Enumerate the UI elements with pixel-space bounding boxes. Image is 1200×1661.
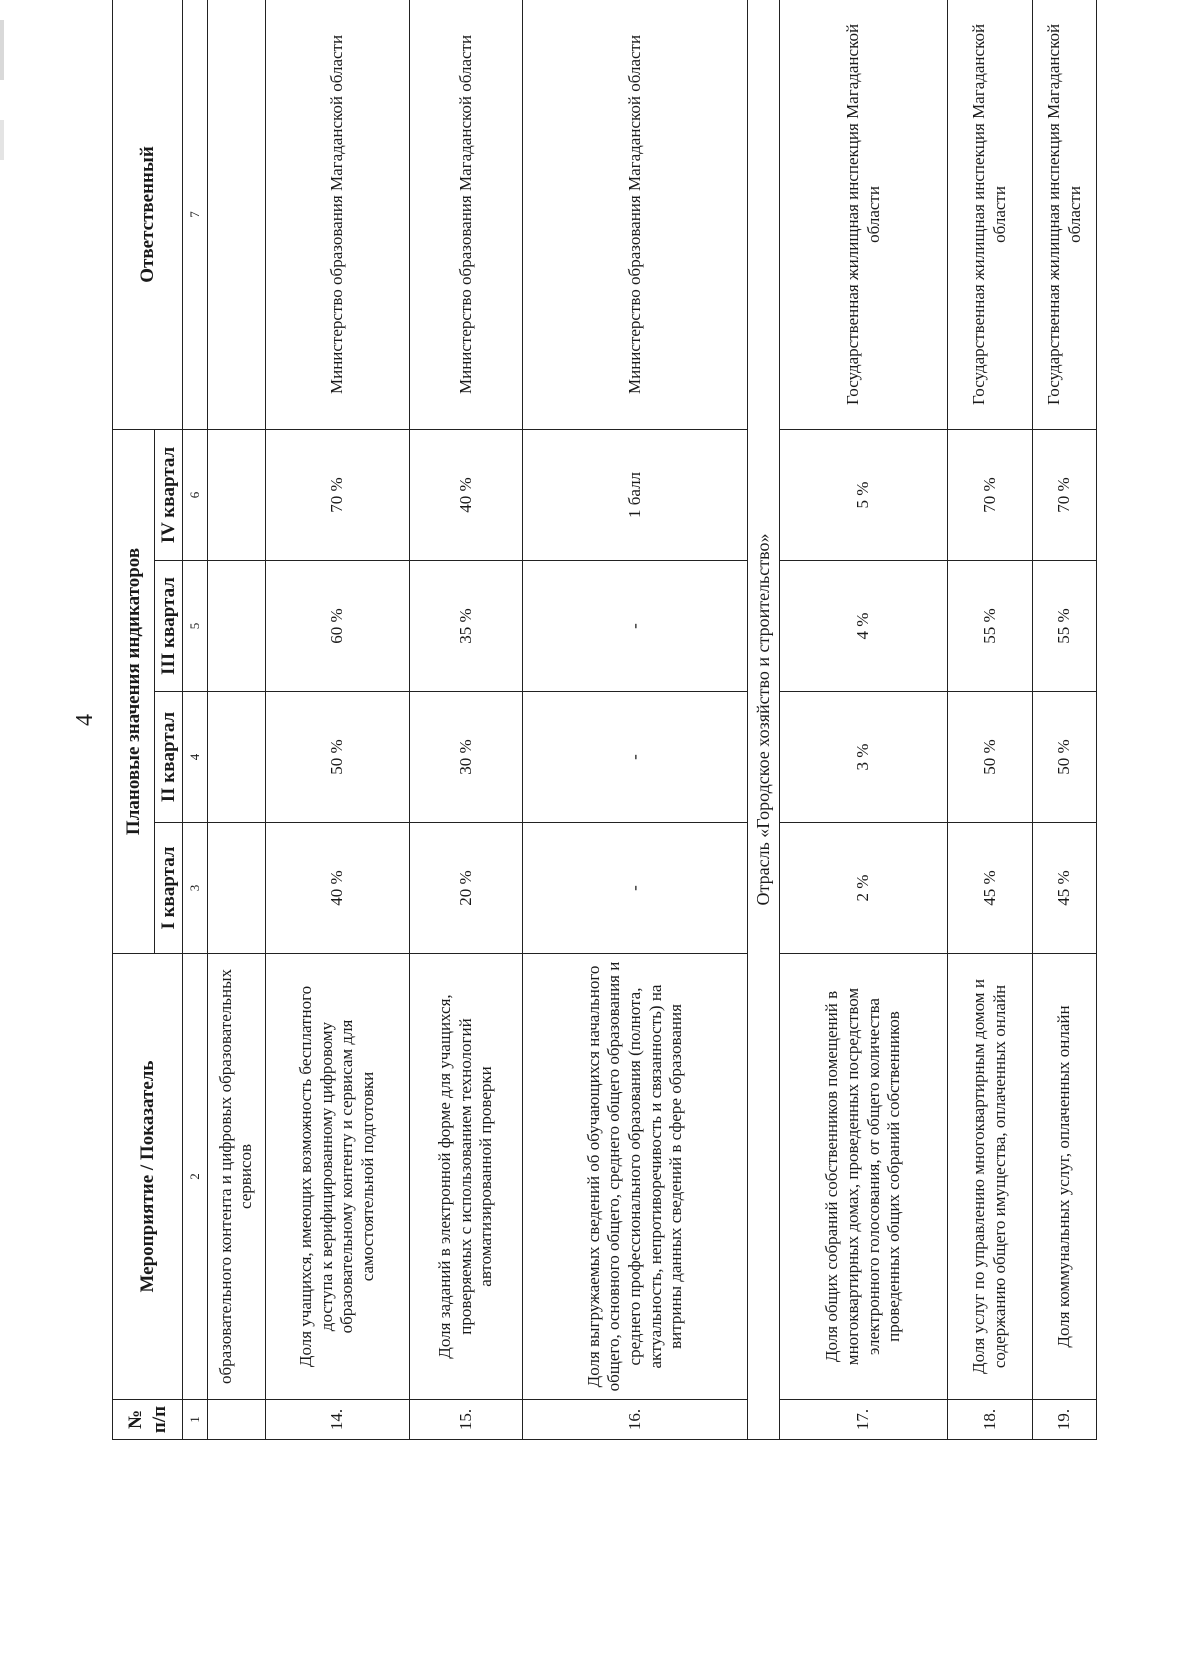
row-num: 18.	[948, 1400, 1033, 1440]
row-q4: 5 %	[780, 429, 948, 560]
header-activity: Мероприятие / Показатель	[113, 954, 183, 1400]
row-q2: 3 %	[780, 692, 948, 823]
row-indicator: Доля коммунальных услуг, оплаченных онлайн	[1033, 954, 1097, 1400]
column-number: 3	[183, 823, 207, 954]
row-q3: 35 %	[409, 561, 523, 692]
row-responsible: Министерство образования Магаданской области	[523, 0, 748, 429]
header-planned: Плановые значения индикаторов	[113, 429, 155, 953]
row-q4: 1 балл	[523, 429, 748, 560]
row-q3: 55 %	[948, 561, 1033, 692]
column-numbers-row	[183, 0, 207, 1440]
page-number: 4	[72, 714, 98, 726]
row-num: 15.	[409, 1400, 523, 1440]
row-q2	[207, 692, 265, 823]
row-num: 16.	[523, 1400, 748, 1440]
scan-edge-mark	[0, 120, 4, 160]
row-q1: 45 %	[948, 823, 1033, 954]
table-row	[409, 0, 523, 1440]
row-num: 17.	[780, 1400, 948, 1440]
header-q2: II квартал	[155, 692, 183, 823]
row-q2: 30 %	[409, 692, 523, 823]
row-q1: 2 %	[780, 823, 948, 954]
table-row	[780, 0, 948, 1440]
row-indicator: Доля услуг по управлению многоквартирным домом и содержанию общего имущества, оплаченных онлайн	[948, 954, 1033, 1400]
rotated-page	[72, 0, 1097, 1440]
row-q2: 50 %	[948, 692, 1033, 823]
row-responsible: Министерство образования Магаданской области	[409, 0, 523, 429]
row-q4: 70 %	[266, 429, 409, 560]
row-indicator: Доля учащихся, имеющих возможность бесплатного доступа к верифицированному цифровому образовательному контенту и сервисам для самостоятельной подготовки	[266, 954, 409, 1400]
indicators-table	[112, 0, 1097, 1440]
row-q3: -	[523, 561, 748, 692]
row-responsible: Государственная жилищная инспекция Магаданской области	[948, 0, 1033, 429]
row-indicator: Доля выгружаемых сведений об обучающихся начального общего, основного общего, среднего общего образования и среднего профессионального образования (полнота, актуальность, непротиворечивость и связанность) на витрины данных сведений в сфере образования	[523, 954, 748, 1400]
header-q3: III квартал	[155, 561, 183, 692]
table-row	[207, 0, 265, 1440]
row-q1: -	[523, 823, 748, 954]
row-q1: 20 %	[409, 823, 523, 954]
section-row	[748, 0, 780, 1440]
row-indicator: Доля общих собраний собственников помещений в многоквартирных домах, проведенных посредством электронного голосования, от общего количества проведенных общих собраний собственников	[780, 954, 948, 1400]
row-num	[207, 1400, 265, 1440]
header-num: № п/п	[113, 1400, 183, 1440]
row-q1: 40 %	[266, 823, 409, 954]
header-responsible: Ответственный	[113, 0, 183, 429]
column-number: 7	[183, 0, 207, 429]
header-q1: I квартал	[155, 823, 183, 954]
row-responsible: Государственная жилищная инспекция Магаданской области	[780, 0, 948, 429]
row-q3: 60 %	[266, 561, 409, 692]
row-num: 19.	[1033, 1400, 1097, 1440]
row-responsible	[207, 0, 265, 429]
row-indicator: образовательного контента и цифровых образовательных сервисов	[207, 954, 265, 1400]
row-q2: 50 %	[266, 692, 409, 823]
row-q4: 70 %	[1033, 429, 1097, 560]
section-title: Отрасль «Городское хозяйство и строительство»	[748, 0, 780, 1440]
row-responsible: Государственная жилищная инспекция Магаданской области	[1033, 0, 1097, 429]
scan-edge-mark	[0, 20, 4, 80]
row-num: 14.	[266, 1400, 409, 1440]
column-number: 1	[183, 1400, 207, 1440]
column-number: 6	[183, 429, 207, 560]
row-q1	[207, 823, 265, 954]
header-q4: IV квартал	[155, 429, 183, 560]
row-q4	[207, 429, 265, 560]
row-indicator: Доля заданий в электронной форме для учащихся, проверяемых с использованием технологий автоматизированной проверки	[409, 954, 523, 1400]
row-q2: 50 %	[1033, 692, 1097, 823]
row-q1: 45 %	[1033, 823, 1097, 954]
row-q3: 4 %	[780, 561, 948, 692]
row-q2: -	[523, 692, 748, 823]
header-row	[113, 0, 155, 1440]
table-row	[266, 0, 409, 1440]
column-number: 5	[183, 561, 207, 692]
row-q3	[207, 561, 265, 692]
table-row	[948, 0, 1033, 1440]
row-q4: 70 %	[948, 429, 1033, 560]
row-responsible: Министерство образования Магаданской области	[266, 0, 409, 429]
table-row	[523, 0, 748, 1440]
row-q4: 40 %	[409, 429, 523, 560]
row-q3: 55 %	[1033, 561, 1097, 692]
table-row	[1033, 0, 1097, 1440]
column-number: 4	[183, 692, 207, 823]
column-number: 2	[183, 954, 207, 1400]
